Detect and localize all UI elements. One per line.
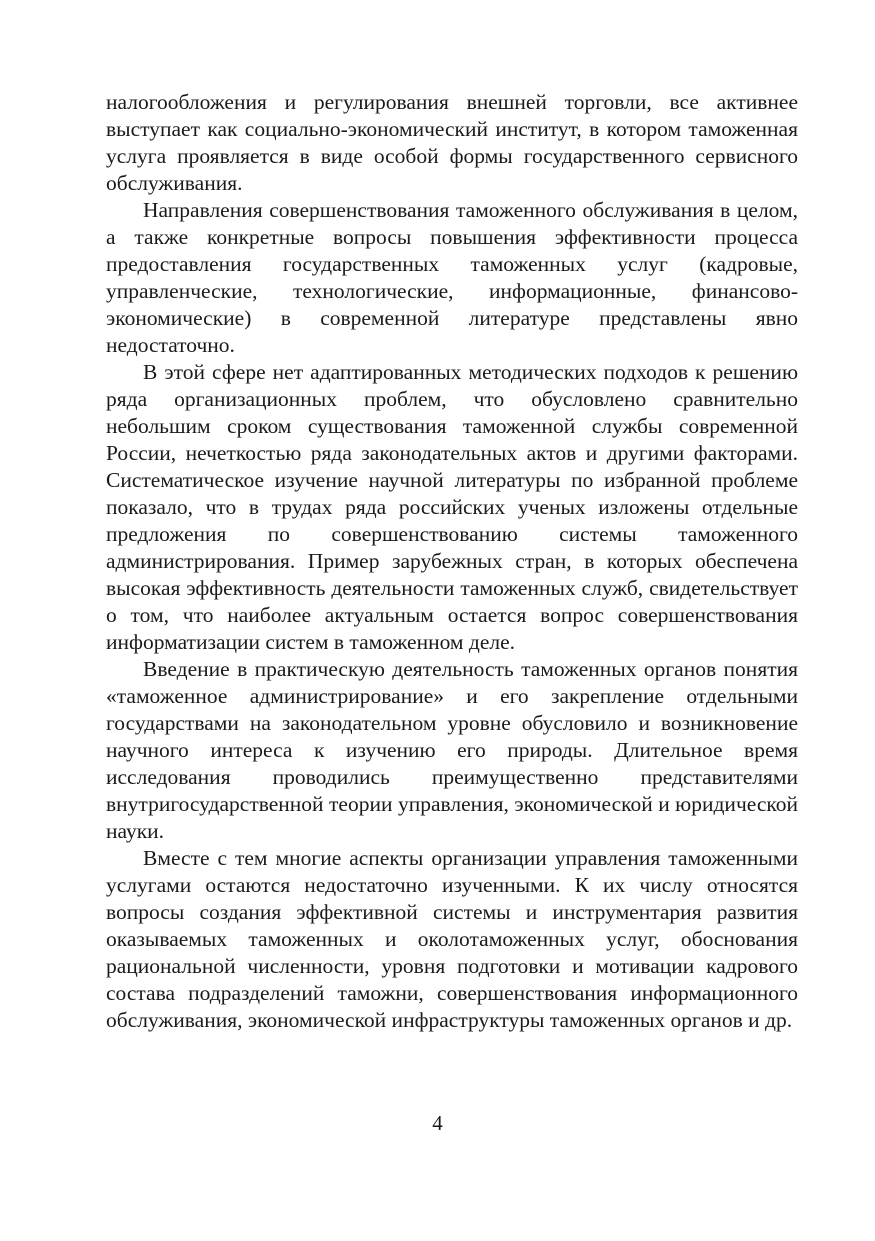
page-number: 4 xyxy=(432,1111,443,1135)
paragraph: Направления совершенствования таможенного обслуживания в целом, а также конкретные вопросы повышения эффективности процесса предоставления государственных таможенных услуг (кадровые, управленческие, технологические, информационные, финансово-экономические) в современной литературе представлены явно недостаточно. xyxy=(106,198,798,357)
page-body xyxy=(106,89,798,1034)
paragraph: Введение в практическую деятельность таможенных органов понятия «таможенное администрирование» и его закрепление отдельными государствами на законодательном уровне обусловило и возникновение научного интереса к изучению его природы. Длительное время исследования проводились преимущественно представителями внутригосударственной теории управления, экономической и юридической науки. xyxy=(106,657,798,843)
paragraph-continuation: налогообложения и регулирования внешней торговли, все активнее выступает как социально-экономический институт, в котором таможенная услуга проявляется в виде особой формы государственного сервисного обслуживания. xyxy=(106,90,798,195)
paragraph: В этой сфере нет адаптированных методических подходов к решению ряда организационных проблем, что обусловлено сравнительно небольшим сроком существования таможенной службы современной России, нечеткостью ряда законодательных актов и другими факторами. Систематическое изучение научной литературы по избранной проблеме показало, что в трудах ряда российских ученых изложены отдельные предложения по совершенствованию системы таможенного администрирования. Пример зарубежных стран, в которых обеспечена высокая эффективность деятельности таможенных служб, свидетельствует о том, что наиболее актуальным остается вопрос совершенствования информатизации систем в таможенном деле. xyxy=(106,360,798,654)
paragraph: Вместе с тем многие аспекты организации управления таможенными услугами остаются недостаточно изученными. К их числу относятся вопросы создания эффективной системы и инструментария развития оказываемых таможенных и околотаможенных услуг, обоснования рациональной численности, уровня подготовки и мотивации кадрового состава подразделений таможни, совершенствования информационного обслуживания, экономической инфраструктуры таможенных органов и др. xyxy=(106,846,798,1032)
